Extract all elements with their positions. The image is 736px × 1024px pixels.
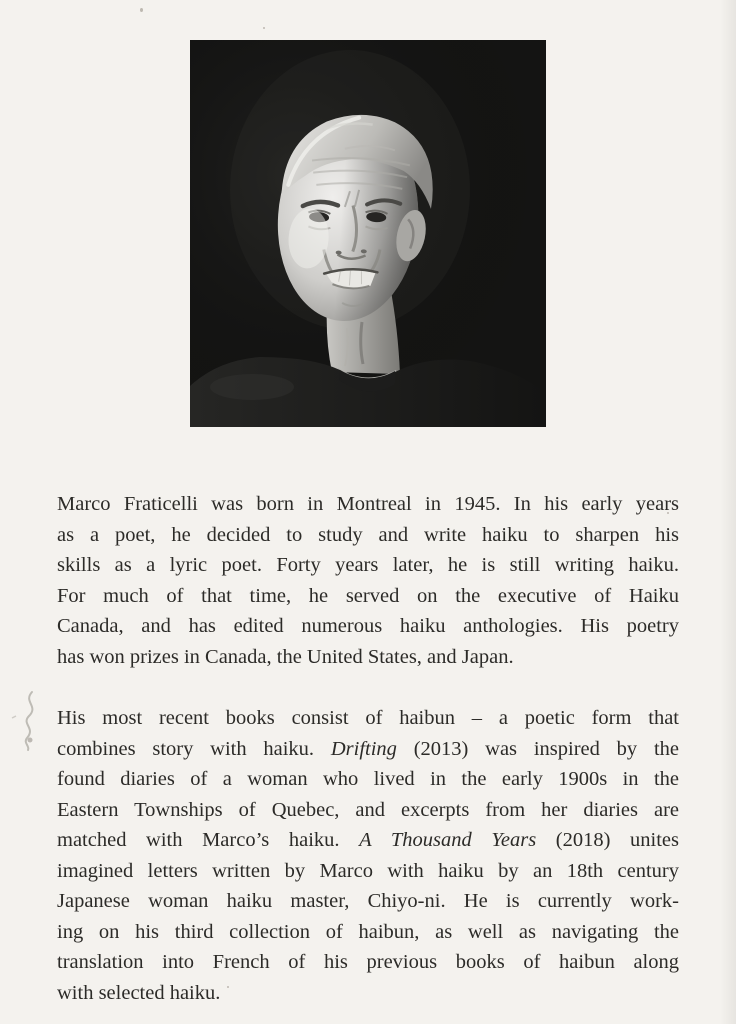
bio-paragraph-2 bbox=[57, 703, 679, 1008]
text-line: Canada, and has edited numerous haiku anthologies. His poetry bbox=[57, 615, 679, 637]
text-line: combines story with haiku. Drifting (2013) was inspired by the bbox=[57, 737, 679, 760]
text-line: imagined letters written by Marco with haiku by an 18th century bbox=[57, 859, 679, 882]
text-line: Marco Fraticelli was born in Montreal in 1945. In his early years bbox=[57, 493, 679, 515]
pencil-mark bbox=[8, 688, 52, 758]
text-line: ing on his third collection of haibun, as well as navigating the bbox=[57, 920, 679, 943]
scan-speck bbox=[140, 8, 143, 12]
page-edge-shadow bbox=[720, 0, 736, 1024]
scan-speck bbox=[263, 27, 265, 29]
portrait-illustration bbox=[190, 40, 546, 427]
text-line: with selected haiku. bbox=[57, 981, 221, 1004]
text-line: For much of that time, he served on the executive of Haiku bbox=[57, 584, 679, 607]
text-line: Eastern Townships of Quebec, and excerpts from her diaries are bbox=[57, 798, 679, 821]
text-line: has won prizes in Canada, the United States, and Japan. bbox=[57, 645, 514, 668]
text-line: found diaries of a woman who lived in the early 1900s in the bbox=[57, 768, 679, 790]
text-line: as a poet, he decided to study and write haiku to sharpen his bbox=[57, 523, 679, 546]
text-line: matched with Marco’s haiku. A Thousand Years (2018) unites bbox=[57, 829, 680, 851]
portrait-photo bbox=[190, 40, 546, 427]
text-line: His most recent books consist of haibun – a poetic form that bbox=[57, 707, 679, 729]
text-line: Japanese woman haiku master, Chiyo-ni. He is currently work- bbox=[57, 890, 679, 912]
text-line: translation into French of his previous books of haibun along bbox=[57, 951, 679, 973]
text-line: skills as a lyric poet. Forty years later, he is still writing haiku. bbox=[57, 554, 679, 576]
bio-text bbox=[57, 489, 679, 1008]
bio-paragraph-1 bbox=[57, 489, 679, 672]
